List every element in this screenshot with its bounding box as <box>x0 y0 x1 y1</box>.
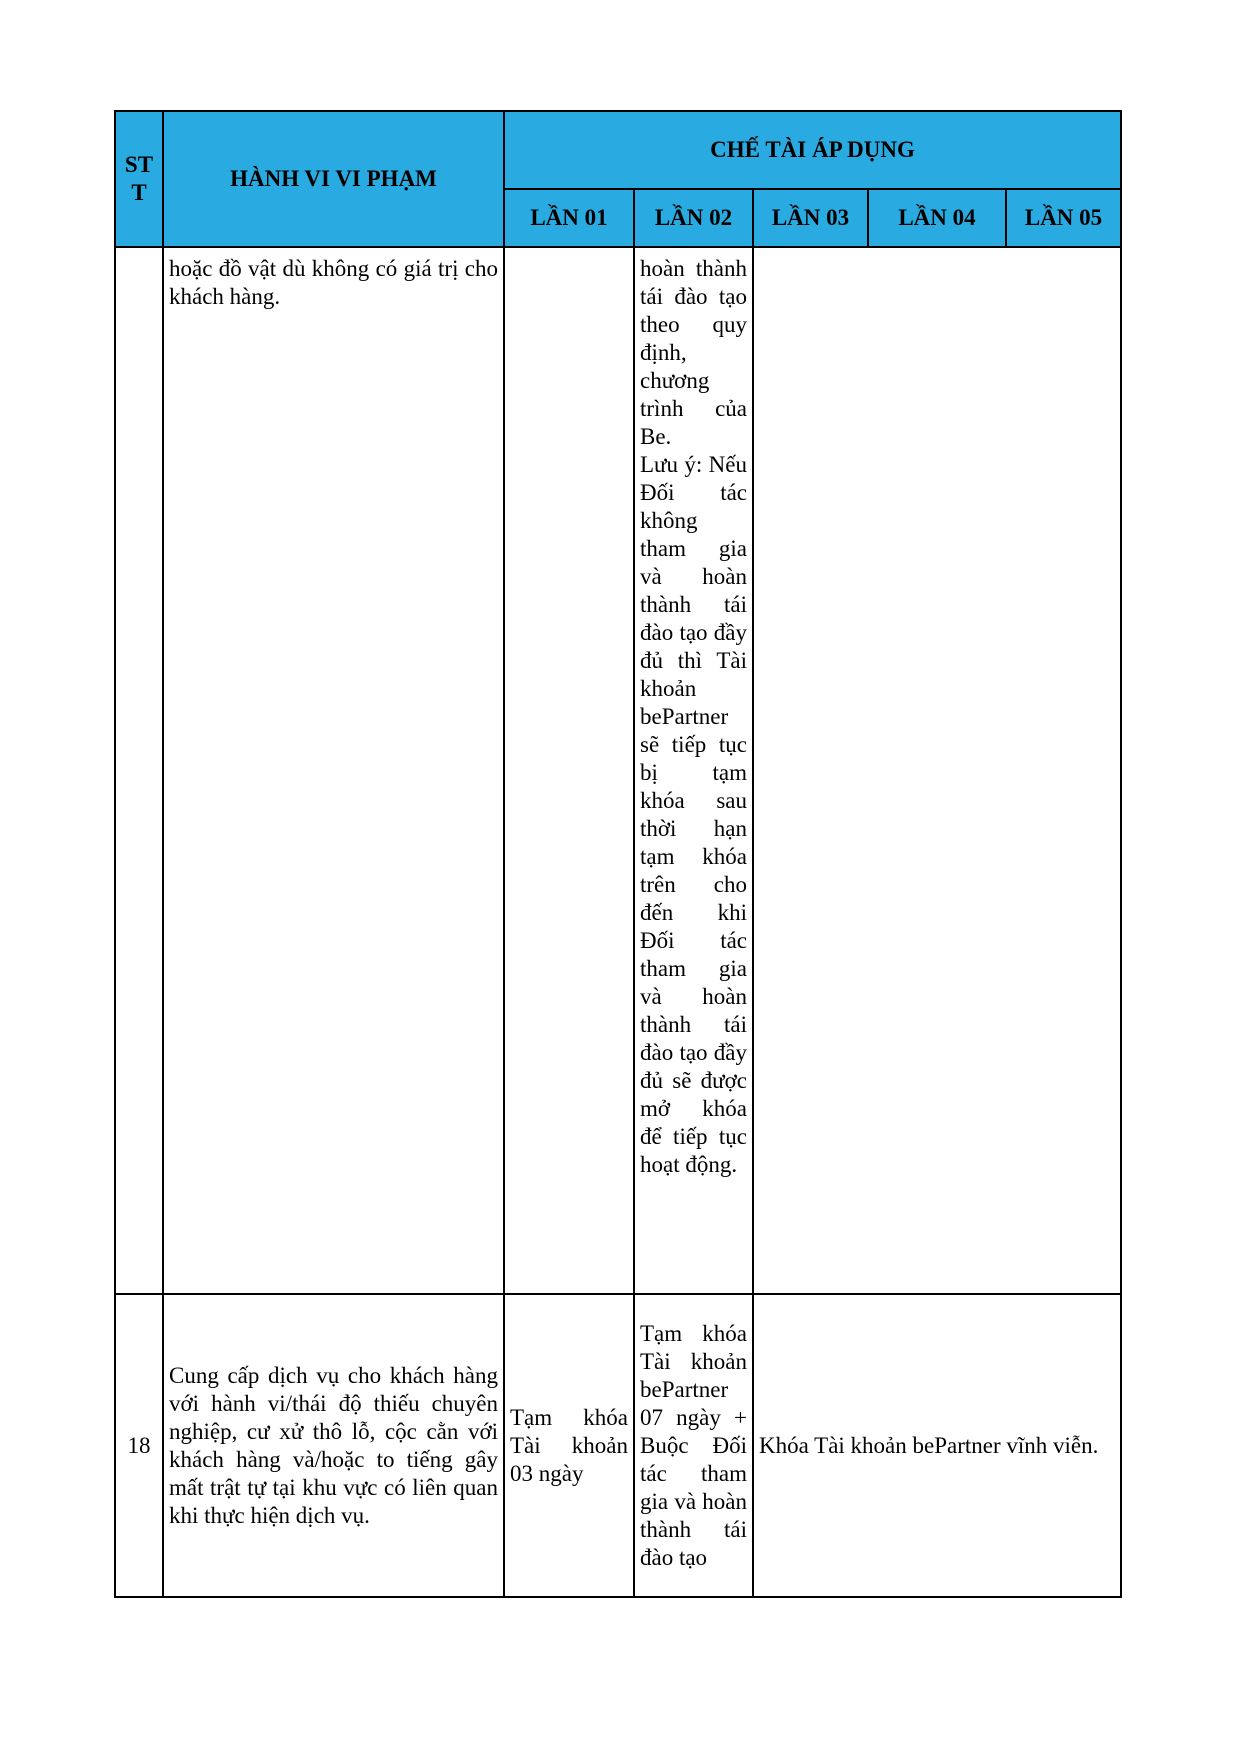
cell-lan02-continued <box>634 247 753 1294</box>
column-header-stt <box>115 111 163 247</box>
cell-violation-continued <box>163 247 504 1294</box>
cell-lan03-05-18 <box>753 1294 1121 1597</box>
sanction-text: Tạm khóa Tài khoản bePartner 07 ngày + Buộc Đối tác tham gia và hoàn thành tái đào tạo <box>640 1320 747 1570</box>
sanction-text: Tạm khóa Tài khoản 03 ngày <box>510 1404 628 1486</box>
violation-text: Cung cấp dịch vụ cho khách hàng với hành vi/thái độ thiếu chuyên nghiệp, cư xử thô lỗ, cộc cằn với khách hàng và/hoặc to tiếng gây mất trật tự tại khu vực có liên quan khi thực hiện dịch vụ. <box>169 1362 498 1528</box>
cell-lan01-continued <box>504 247 634 1294</box>
violation-text: hoặc đồ vật dù không có giá trị cho khách hàng. <box>169 256 498 309</box>
sanction-note-paragraph: Lưu ý: Nếu Đối tác không tham gia và hoàn thành tái đào tạo đầy đủ thì Tài khoản bePartner sẽ tiếp tục bị tạm khóa sau thời hạn tạm khóa trên cho đến khi Đối tác tham gia và hoàn thành tái đào tạo đầy đủ sẽ được mở khóa để tiếp tục hoạt động. <box>640 452 747 1177</box>
header-row-main <box>115 111 1121 189</box>
stt-label-line1: ST <box>124 152 154 177</box>
cell-stt-continued <box>115 247 163 1294</box>
cell-lan02-18 <box>634 1294 753 1597</box>
column-header-lan-02: LẦN 02 <box>634 189 753 247</box>
column-header-lan-04: LẦN 04 <box>868 189 1006 247</box>
sanction-text: Khóa Tài khoản bePartner vĩnh viễn. <box>759 1432 1099 1458</box>
stt-label-line2: T <box>131 180 147 205</box>
cell-stt-18: 18 <box>115 1294 163 1597</box>
cell-violation-18 <box>163 1294 504 1597</box>
column-header-sanction-group: CHẾ TÀI ÁP DỤNG <box>504 111 1121 189</box>
column-header-lan-01: LẦN 01 <box>504 189 634 247</box>
sanction-text-paragraph: hoàn thành tái đào tạo theo quy định, chương trình của Be. <box>640 256 747 449</box>
column-header-violation: HÀNH VI VI PHẠM <box>163 111 504 247</box>
column-header-lan-05: LẦN 05 <box>1006 189 1121 247</box>
cell-lan03-05-continued <box>753 247 1121 1294</box>
table-row-18 <box>115 1294 1121 1597</box>
cell-lan01-18 <box>504 1294 634 1597</box>
violations-table <box>114 110 1122 1598</box>
column-header-lan-03: LẦN 03 <box>753 189 868 247</box>
table-row-continued <box>115 247 1121 1294</box>
